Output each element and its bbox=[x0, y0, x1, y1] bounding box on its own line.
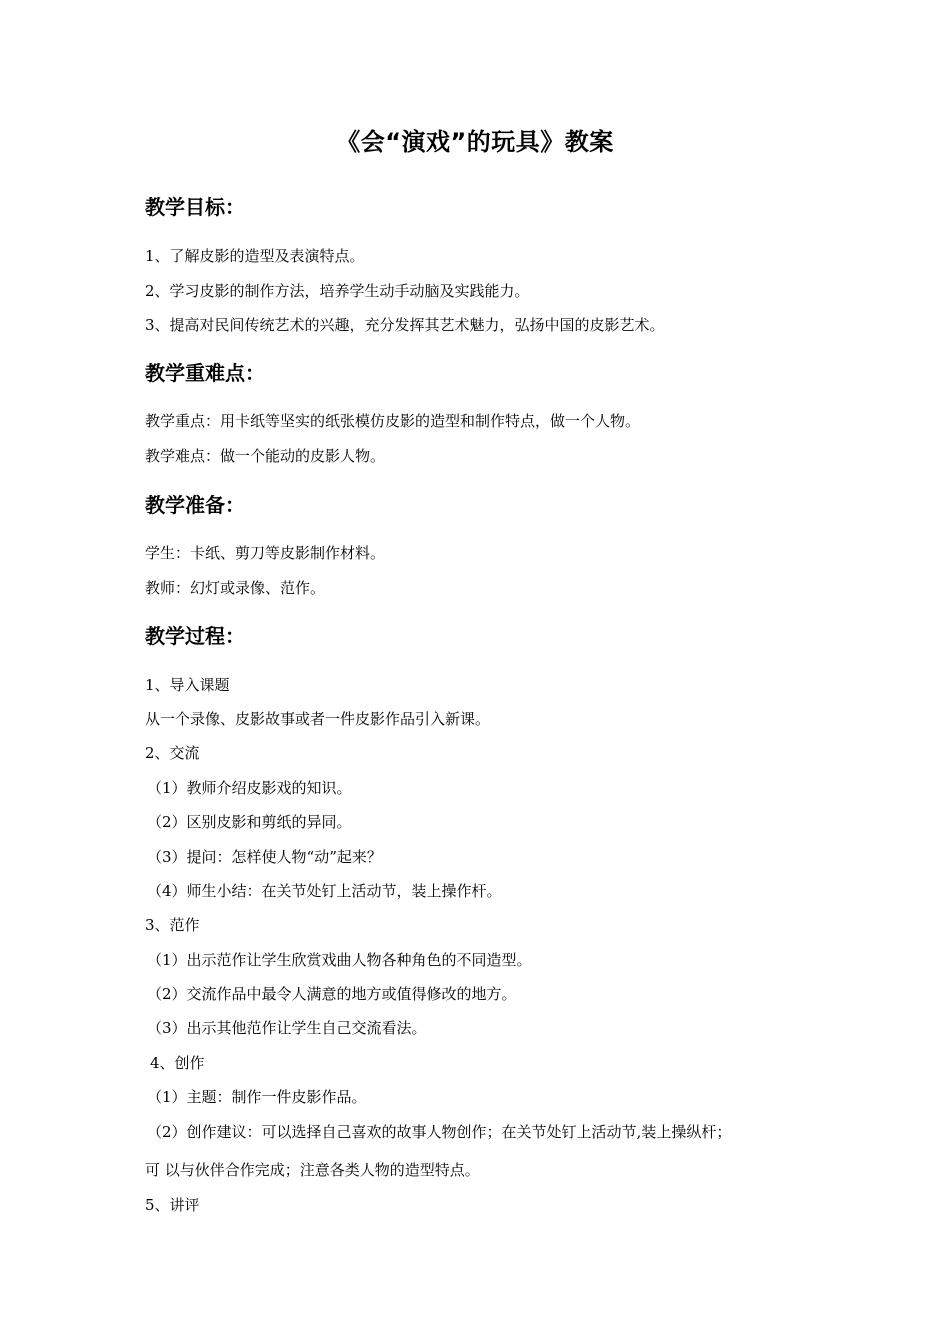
objective-line-1: 1、了解皮影的造型及表演特点。 bbox=[145, 247, 365, 265]
process-step-2: 2、交流 bbox=[145, 744, 200, 762]
section-heading-preparation: 教学准备： bbox=[145, 493, 245, 517]
document-title: 《会“演戏”的玩具》教案 bbox=[336, 128, 614, 156]
process-line: 从一个录像、皮影故事或者一件皮影作品引入新课。 bbox=[145, 710, 491, 728]
process-step-5: 5、讲评 bbox=[145, 1196, 200, 1214]
process-line: （1）主题：制作一件皮影作品。 bbox=[147, 1088, 367, 1106]
process-line: （3）出示其他范作让学生自己交流看法。 bbox=[147, 1019, 427, 1037]
process-step-4: 4、创作 bbox=[150, 1054, 205, 1072]
process-line: （2）交流作品中最令人满意的地方或值得修改的地方。 bbox=[147, 985, 517, 1003]
process-line: （2）创作建议：可以选择自己喜欢的故事人物创作；在关节处钉上活动节,装上操纵杆； bbox=[147, 1123, 732, 1141]
section-heading-objectives: 教学目标： bbox=[145, 195, 245, 219]
section-heading-process: 教学过程： bbox=[145, 624, 245, 648]
preparation-student-line: 学生：卡纸、剪刀等皮影制作材料。 bbox=[145, 544, 386, 562]
objective-line-3: 3、提高对民间传统艺术的兴趣，充分发挥其艺术魅力，弘扬中国的皮影艺术。 bbox=[145, 316, 665, 334]
process-step-1: 1、导入课题 bbox=[145, 676, 230, 694]
preparation-teacher-line: 教师：幻灯或录像、范作。 bbox=[145, 579, 326, 597]
process-line: （1）教师介绍皮影戏的知识。 bbox=[147, 779, 352, 797]
process-line: （2）区别皮影和剪纸的异同。 bbox=[147, 813, 352, 831]
key-point-line: 教学重点：用卡纸等坚实的纸张模仿皮影的造型和制作特点，做一个人物。 bbox=[145, 412, 641, 430]
process-line: （3）提问：怎样使人物“动”起来？ bbox=[147, 848, 382, 866]
process-step-3: 3、范作 bbox=[145, 916, 200, 934]
process-line: 可 以与伙伴合作完成；注意各类人物的造型特点。 bbox=[145, 1161, 480, 1179]
difficulty-line: 教学难点：做一个能动的皮影人物。 bbox=[145, 447, 386, 465]
process-line: （1）出示范作让学生欣赏戏曲人物各种角色的不同造型。 bbox=[147, 951, 532, 969]
section-heading-key-points: 教学重难点： bbox=[145, 361, 265, 385]
objective-line-2: 2、学习皮影的制作方法，培养学生动手动脑及实践能力。 bbox=[145, 282, 530, 300]
process-line: （4）师生小结：在关节处钉上活动节，装上操作杆。 bbox=[147, 882, 502, 900]
